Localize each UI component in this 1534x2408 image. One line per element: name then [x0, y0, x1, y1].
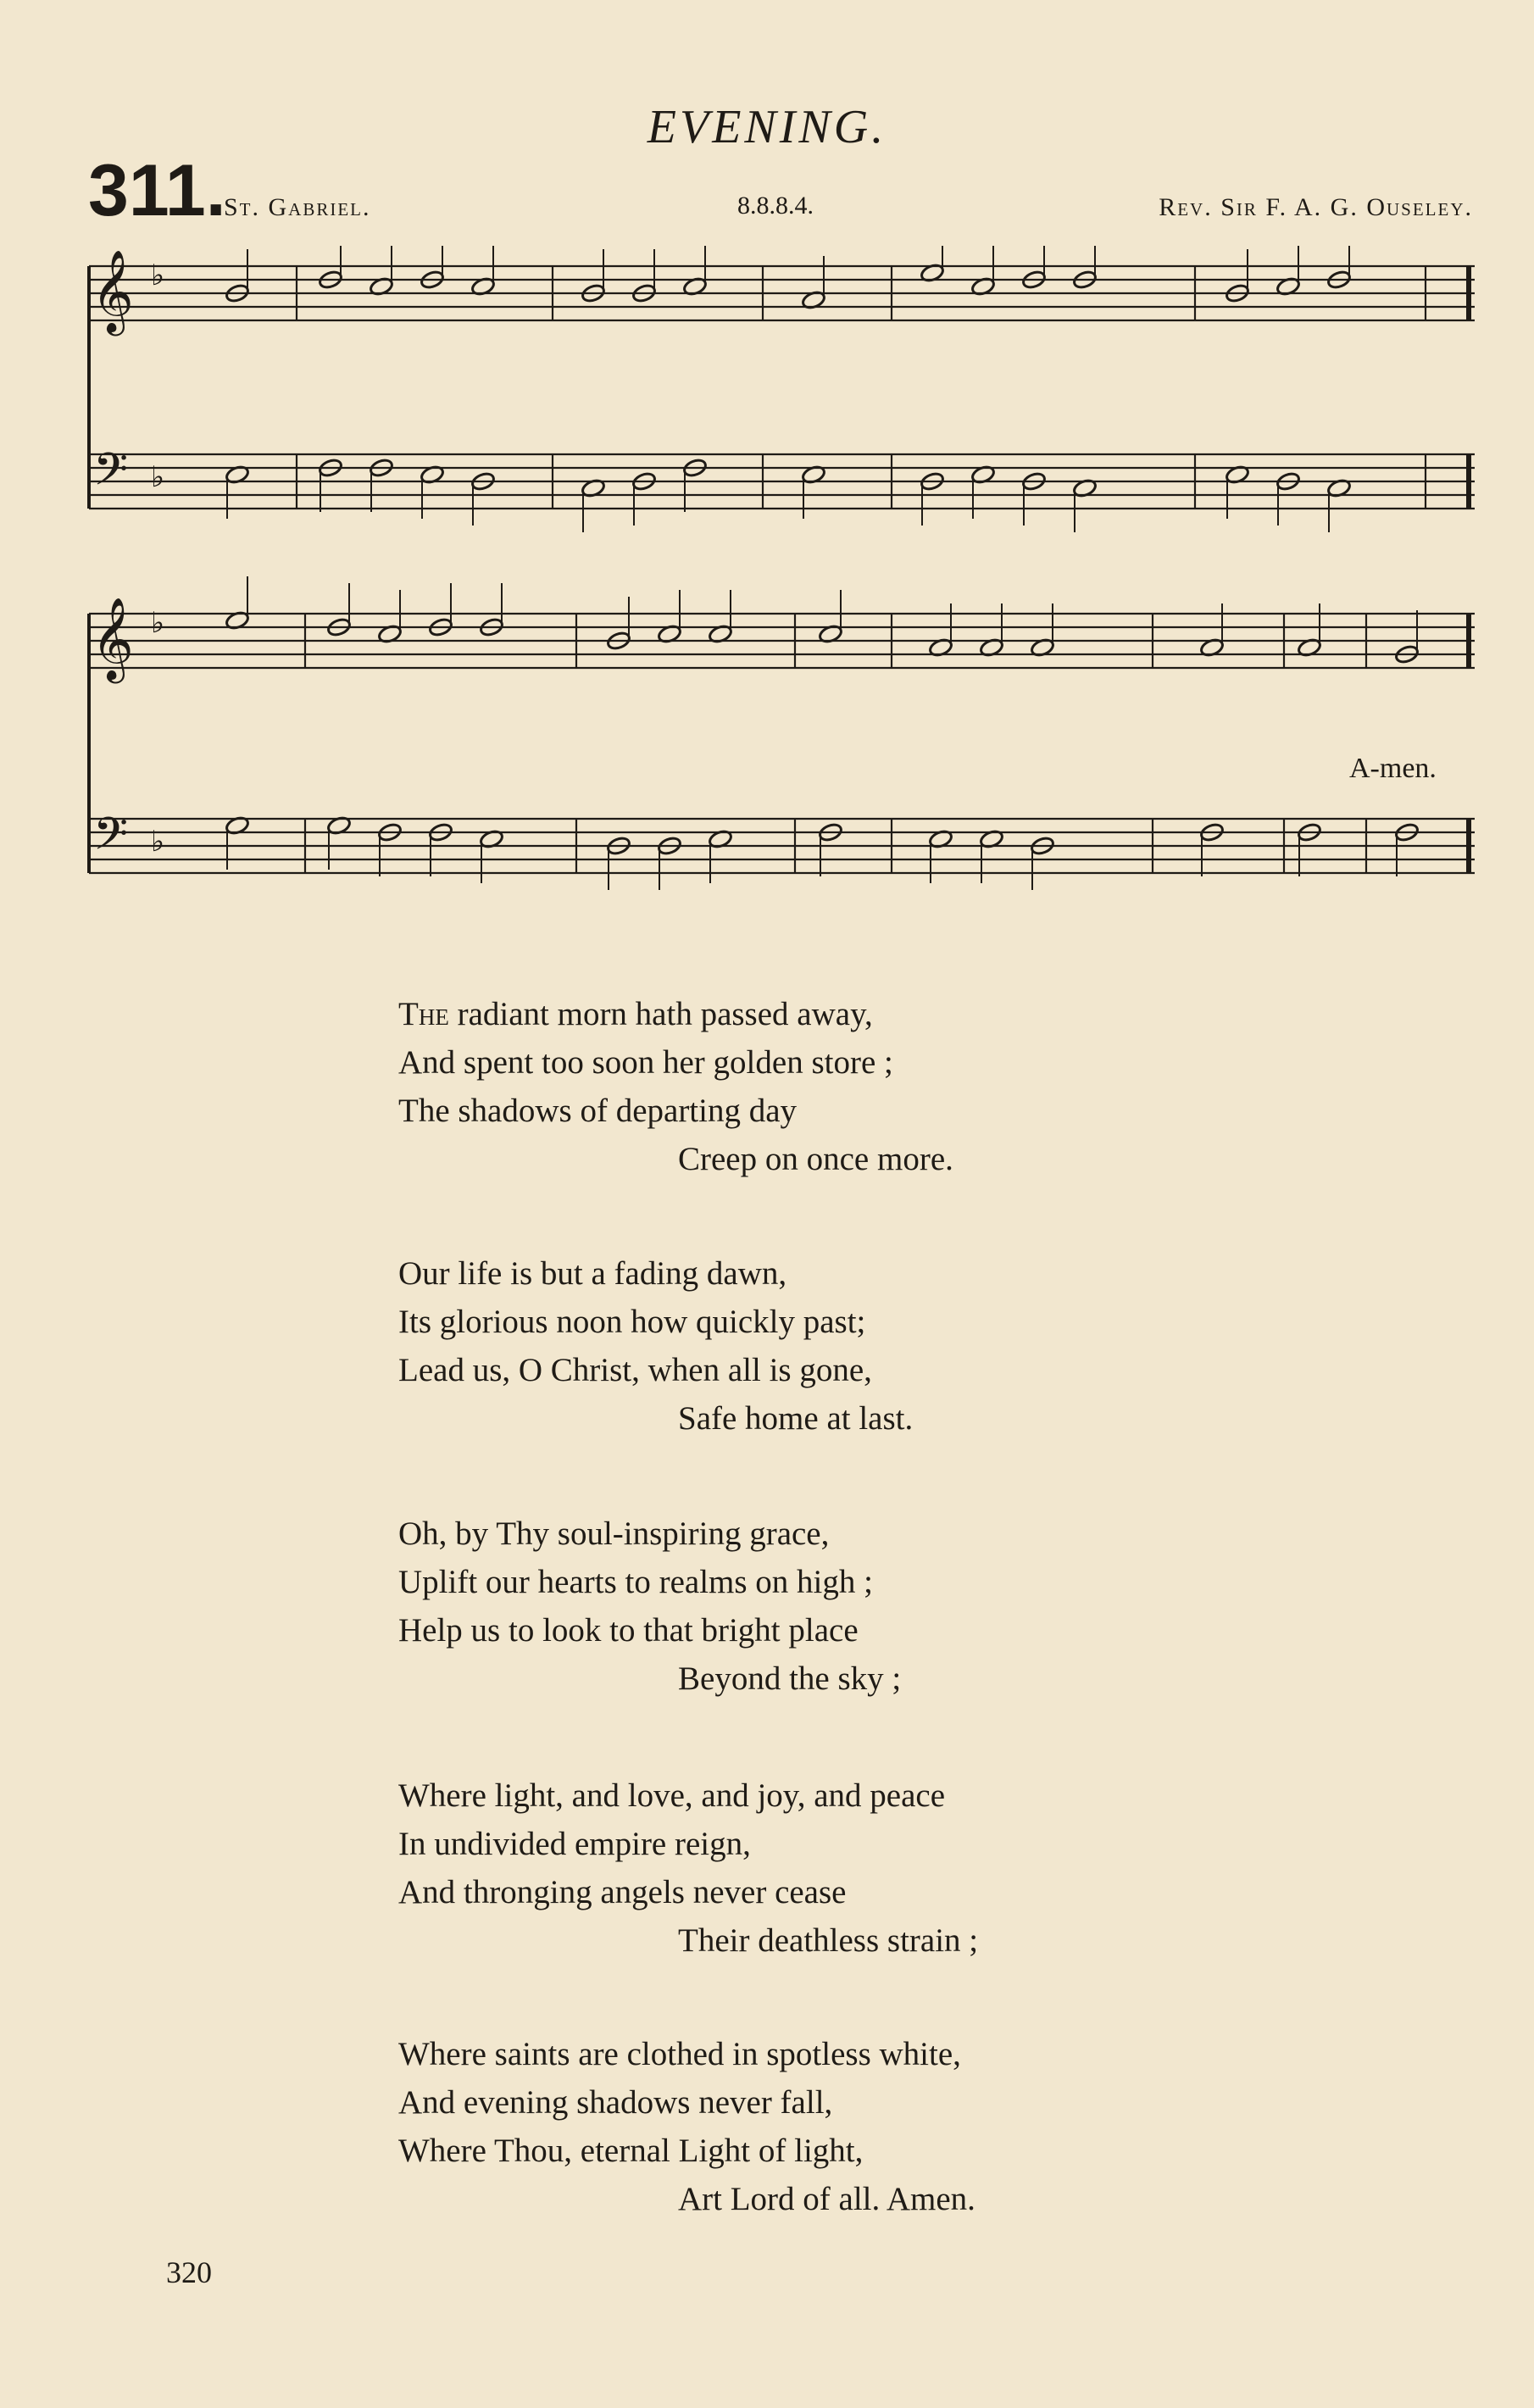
- stanza-last-line: Art Lord of all. Amen.: [678, 2181, 975, 2217]
- bass-clef-icon: 𝄢: [93, 809, 129, 871]
- system-1: [89, 246, 1475, 532]
- stanza-2: [398, 1249, 1331, 1443]
- stanza-line: Oh, by Thy soul-inspiring grace,: [398, 1515, 830, 1552]
- page-number: 320: [166, 2255, 212, 2289]
- stanza-line: Lead us, O Christ, when all is gone,: [398, 1352, 872, 1388]
- system-2: [89, 576, 1475, 890]
- stanza-line: And thronging angels never cease: [398, 1874, 847, 1910]
- stanza-line-text: radiant morn hath passed away,: [448, 996, 873, 1032]
- stanza-last-line: Beyond the sky ;: [678, 1660, 902, 1697]
- stanza-line: Its glorious noon how quickly past;: [398, 1304, 866, 1340]
- flat-sign-icon: ♭: [151, 460, 165, 494]
- meter: 8.8.8.4.: [737, 192, 814, 220]
- stanza-line: Our life is but a fading dawn,: [398, 1255, 787, 1292]
- composer: Rev. Sir F. A. G. Ouseley.: [1159, 193, 1473, 221]
- final-bar: [1466, 266, 1471, 320]
- stanza-line: And evening shadows never fall,: [398, 2084, 833, 2121]
- stanza-line: And spent too soon her golden store ;: [398, 1044, 893, 1081]
- treble-clef-icon: 𝄞: [92, 249, 134, 332]
- stanza-last-line: Creep on once more.: [678, 1141, 953, 1177]
- hymn-number: 311.: [88, 150, 226, 231]
- stanza-1: [398, 990, 1331, 1183]
- final-bar: [1466, 454, 1471, 509]
- treble-clef-icon: 𝄞: [92, 597, 134, 680]
- stanza-3: [398, 1510, 1331, 1703]
- flat-sign-icon: ♭: [151, 825, 165, 859]
- flat-sign-icon: ♭: [151, 606, 165, 640]
- final-bar: [1466, 819, 1471, 873]
- drop-word: The: [398, 996, 449, 1032]
- stanza-line: Where light, and love, and joy, and peace: [398, 1777, 946, 1814]
- amen-label: A-men.: [1349, 753, 1437, 784]
- stanza-line: The shadows of departing day: [398, 1093, 798, 1129]
- flat-sign-icon: ♭: [151, 259, 165, 292]
- stanza-5: [398, 2030, 1331, 2223]
- stanza-line: Help us to look to that bright place: [398, 1612, 859, 1649]
- stanza-line: In undivided empire reign,: [398, 1826, 751, 1862]
- final-bar: [1466, 614, 1471, 668]
- tune-name: St. Gabriel.: [224, 193, 371, 221]
- stanza-line: [398, 990, 1331, 1038]
- stanza-line: Uplift our hearts to realms on high ;: [398, 1564, 873, 1600]
- stanza-4: [398, 1771, 1331, 1965]
- stanza-line: Where Thou, eternal Light of light,: [398, 2133, 864, 2169]
- stanza-last-line: Their deathless strain ;: [678, 1922, 979, 1959]
- music-score: [85, 246, 1479, 941]
- stanza-line: Where saints are clothed in spotless white,: [398, 2036, 961, 2072]
- bass-clef-icon: 𝄢: [93, 444, 129, 507]
- section-title: EVENING.: [647, 101, 887, 153]
- stanza-last-line: Safe home at last.: [678, 1400, 914, 1437]
